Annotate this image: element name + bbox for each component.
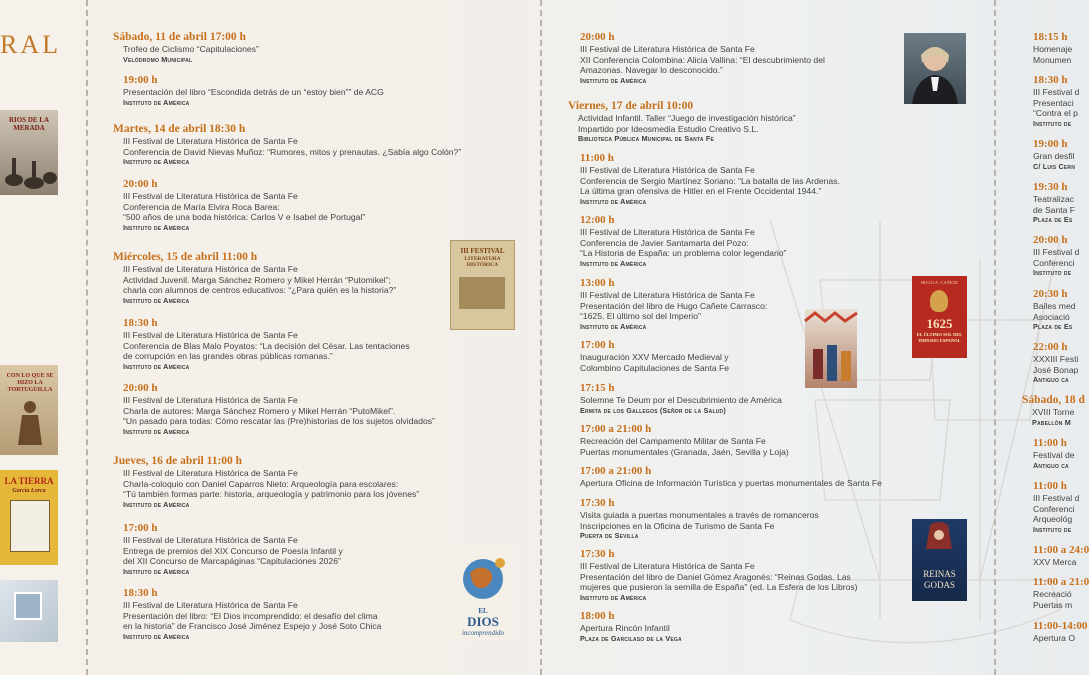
book-cover-reinas-godas: REINAS GODAS: [912, 519, 967, 601]
event-entry: Miércoles, 15 de abril 11:00 h III Festival de Literatura Histórica de Santa Fe Actividad Juvenil. Marga Sánchez Romero y Mikel Herrán “Putomikel”; charla con alumnos de centros educativos: “¿Para quién es la historia?” Instituto de América: [113, 251, 397, 305]
event-entry: 18:30 h III Festival de Literatura Histórica de Santa Fe Presentación del libro: “El Dios incomprendido: el desafío del clima en la historia” de Francisco José Jiménez Espejo y José Soto Chica Instituto de América: [123, 587, 382, 641]
panel-title-fragment: RAL: [0, 30, 61, 59]
event-entry: 18:30 h III Festival d Presentaci “Contra el p Instituto de: [1033, 74, 1080, 128]
event-entry: 18:15 h Homenaje Monumen: [1033, 31, 1073, 65]
event-entry: 17:30 h Visita guiada a puertas monumentales a través de romanceros Inscripciones en la Oficina de Turismo de Santa Fe Puerta de Sevilla: [580, 497, 819, 541]
event-entry: 18:30 h III Festival de Literatura Histórica de Santa Fe Conferencia de Blas Malo Poyatos: “La decisión del César. Las tentaciones de corrupción en las grandes obras públicas romanas.” Instituto de América: [123, 317, 410, 371]
event-entry: 20:30 h Bailes med Asociació Plaza de Es: [1033, 288, 1076, 332]
event-entry: 13:00 h III Festival de Literatura Histórica de Santa Fe Presentación del libro de Hugo Cañete Carrasco: “1625. El último sol del Imperio” Instituto de América: [580, 277, 768, 331]
event-entry: 11:00 h Festival de Antiguo ca: [1033, 437, 1075, 470]
schedule-column-3: [1022, 0, 1089, 675]
event-entry: 17:00 a 21:00 h Recreación del Campamento Militar de Santa Fe Puertas monumentales (Granada, Jaén, Sevilla y Loja): [580, 423, 789, 457]
event-entry: 18:00 h Apertura Rincón Infantil Plaza de Garcilaso de la Vega: [580, 610, 682, 643]
event-entry: Sábado, 18 d XVIII Torne Pabellón M: [1022, 394, 1085, 427]
event-entry: 20:00 h III Festival de Literatura Histórica de Santa Fe Conferencia de María Elvira Roca Barea: “500 años de una boda histórica: Carlos V e Isabel de Portugal” Instituto de América: [123, 178, 366, 232]
photo-white-wall: [0, 580, 58, 642]
event-entry: 17:00 h Inauguración XXV Mercado Medieval y Colombino Capitulaciones de Santa Fe: [580, 339, 730, 373]
event-entry: 11:00 a 21:0 Recreació Puertas m: [1033, 576, 1089, 610]
book-cover-la-tierra: LA TIERRA Garcia Lorca: [0, 470, 58, 565]
event-entry: 11:00 h III Festival d Conferenci Arqueológ Instituto de: [1033, 480, 1080, 534]
event-entry: 11:00 h III Festival de Literatura Histórica de Santa Fe Conferencia de Sergio Martínez Soriano: “La batalla de las Ardenas. La última gran ofensiva de Hitler en el Frente Occidental 1944.” Instituto de América: [580, 152, 840, 206]
event-entry: Viernes, 17 de abril 10:00 Actividad Infantil. Taller “Juego de investigación histórica” Impartido por Ideosmedia Estudio Creativo S.L. Biblioteca Pública Municipal de Santa Fe: [568, 100, 796, 144]
event-entry: 12:00 h III Festival de Literatura Histórica de Santa Fe Conferencia de Javier Santamarta del Pozo: “La Historia de España: un problema color legendario” Instituto de América: [580, 214, 787, 268]
event-entry: 17:00 a 21:00 h Apertura Oficina de Información Turística y puertas monumentales de Santa Fe: [580, 465, 882, 488]
event-entry: 20:00 h III Festival de Literatura Histórica de Santa Fe XII Conferencia Colombina: Alicia Vallina: “El descubrimiento del Amazonas. Navegar lo desconocido.” Instituto de América: [580, 31, 825, 85]
event-entry: 20:00 h III Festival d Conferenci Instituto de: [1033, 234, 1080, 278]
photo-medieval-market: [805, 309, 857, 388]
event-entry: Jueves, 16 de abril 11:00 h III Festival de Literatura Histórica de Santa Fe Charla-coloquio con Daniel Caparros Nieto: Arqueología para escolares: “Tú también formas parte: historia, arqueología y patrimonio para los jóvenes” Instituto de América: [113, 455, 420, 509]
event-entry: 19:30 h Teatralizac de Santa F Plaza de Es: [1033, 181, 1076, 225]
event-entry: 20:00 h III Festival de Literatura Histórica de Santa Fe Charla de autores: Marga Sánchez Romero y Mikel Herrán “PutoMikel”. “Un pasado para todas: Cómo rescatar las (Pre)historias de los sujetos olvidados” Instituto de América: [123, 382, 435, 436]
event-entry: 11:00 a 24:0 XXV Merca: [1033, 544, 1089, 567]
event-entry: 17:00 h III Festival de Literatura Histórica de Santa Fe Entrega de premios del XIX Concurso de Poesía Infantil y del XII Concurso de Marcapáginas “Capitulaciones 2026” Instituto de América: [123, 522, 343, 576]
event-entry: 17:15 h Solemne Te Deum por el Descubrimiento de América Ermita de los Gallegos (Señor de la Salud): [580, 382, 782, 415]
fold-line-3: [994, 0, 996, 675]
book-cover-el-dios-incomprendido: EL DIOS incomprendido: [452, 545, 514, 641]
event-entry: Martes, 14 de abril 18:30 h III Festival de Literatura Histórica de Santa Fe Conferencia de David Nievas Muñoz: “Rumores, mitos y prenautas. ¿Sabía algo Colón?” Instituto de América: [113, 123, 462, 167]
fold-line-1: [86, 0, 88, 675]
event-entry: 19:00 h Gran desfil C/ Luis Cern: [1033, 138, 1076, 171]
festival-poster: III FESTIVAL LITERATURA HISTÓRICA: [450, 240, 515, 330]
event-entry: 17:30 h III Festival de Literatura Histórica de Santa Fe Presentación del libro de Daniel Gómez Aragonés: “Reinas Godas. Las mujeres que pusieron la semilla de España” (ed. La Esfera de los Libros) Instituto de América: [580, 548, 858, 602]
book-cover-tortuguilla: CON LO QUE SE HIZO LA TORTUGUILLA: [0, 365, 58, 455]
event-entry: 11:00-14:00 Apertura O: [1033, 620, 1088, 643]
event-entry: 22:00 h XXXIII Festi José Bonap Antiguo ca: [1033, 341, 1079, 385]
event-entry: Sábado, 11 de abril 17:00 h Trofeo de Ciclismo “Capitulaciones” Velódromo Municipal: [113, 31, 259, 64]
fold-line-2: [540, 0, 542, 675]
event-entry: 19:00 h Presentación del libro “Escondida detrás de un “estoy bien”” de ACG Instituto de América: [123, 74, 384, 107]
book-cover-1625: HUGO A. CAÑETE 1625 EL ÚLTIMO SOL DEL IMPERIO ESPAÑOL: [912, 276, 967, 358]
book-cover-merada: RIOS DE LA MERADA: [0, 110, 58, 195]
photo-speaker-portrait: [904, 33, 966, 104]
